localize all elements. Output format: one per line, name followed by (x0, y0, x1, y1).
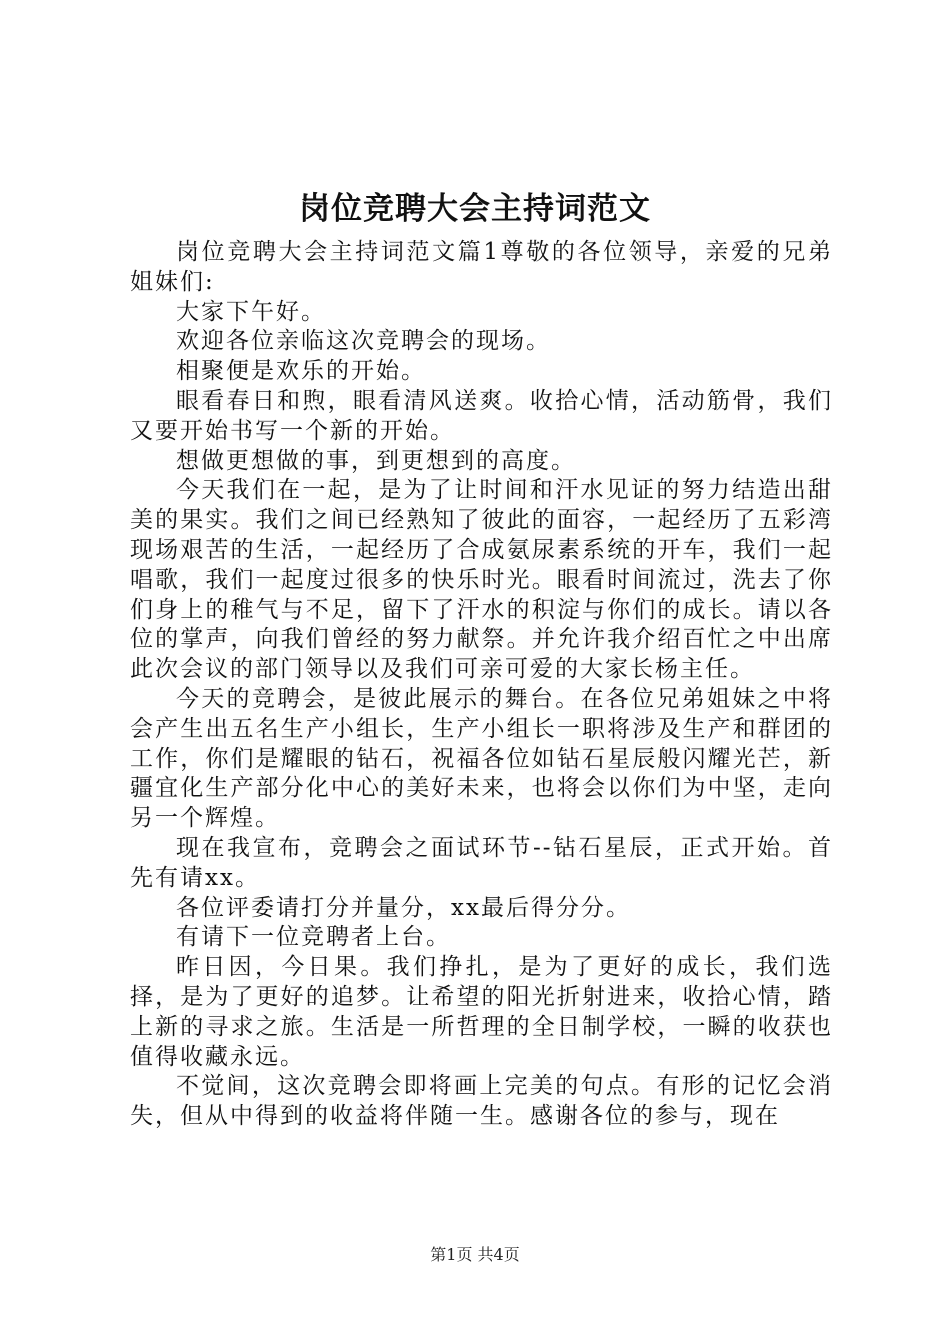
paragraph: 想做更想做的事，到更想到的高度。 (176, 447, 576, 474)
paragraph: 眼看春日和煦，眼看清风送爽。收拾心情，活动筋骨，我们又要开始书写一个新的开始。 (130, 387, 833, 444)
paragraph: 现在我宣布，竞聘会之面试环节--钻石星辰，正式开始。首先有请xx。 (130, 834, 833, 891)
paragraph: 相聚便是欢乐的开始。 (176, 358, 426, 385)
paragraph: 昨日因，今日果。我们挣扎，是为了更好的成长，我们选择，是为了更好的追梦。让希望的阳光折射进来，收拾心情，踏上新的寻求之旅。生活是一所哲理的全日制学校，一瞬的收获也值得收藏永远。 (130, 954, 833, 1070)
paragraph: 各位评委请打分并量分，xx最后得分分。 (176, 894, 631, 921)
paragraph: 今天我们在一起，是为了让时间和汗水见证的努力结造出甜美的果实。我们之间已经熟知了彼此的面容，一起经历了五彩湾现场艰苦的生活，一起经历了合成氨尿素系统的开车，我们一起唱歌，我们一起度过很多的快乐时光。眼看时间流过，洗去了你们身上的稚气与不足，留下了汗水的积淀与你们的成长。请以各位的掌声，向我们曾经的努力献祭。并允许我介绍百忙之中出席此次会议的部门领导以及我们可亲可爱的大家长杨主任。 (130, 477, 833, 683)
paragraph: 欢迎各位亲临这次竞聘会的现场。 (176, 328, 551, 355)
paragraph: 岗位竞聘大会主持词范文篇1尊敬的各位领导，亲爱的兄弟姐妹们: (130, 239, 833, 295)
paragraph: 有请下一位竞聘者上台。 (176, 924, 451, 951)
page-number-footer: 第1页 共4页 (430, 1245, 520, 1264)
paragraph: 不觉间，这次竞聘会即将画上完美的句点。有形的记忆会消失，但从中得到的收益将伴随一生。感谢各位的参与，现在 (130, 1073, 833, 1130)
paragraph: 今天的竞聘会，是彼此展示的舞台。在各位兄弟姐妹之中将会产生出五名生产小组长，生产小组长一职将涉及生产和群团的工作，你们是耀眼的钻石，祝福各位如钻石星辰般闪耀光芒，新疆宜化生产部分化中心的美好未来，也将会以你们为中坚，走向另一个辉煌。 (130, 685, 833, 832)
paragraph: 大家下午好。 (176, 298, 326, 325)
document-body (130, 238, 833, 1132)
document-title: 岗位竞聘大会主持词范文 (299, 191, 651, 227)
